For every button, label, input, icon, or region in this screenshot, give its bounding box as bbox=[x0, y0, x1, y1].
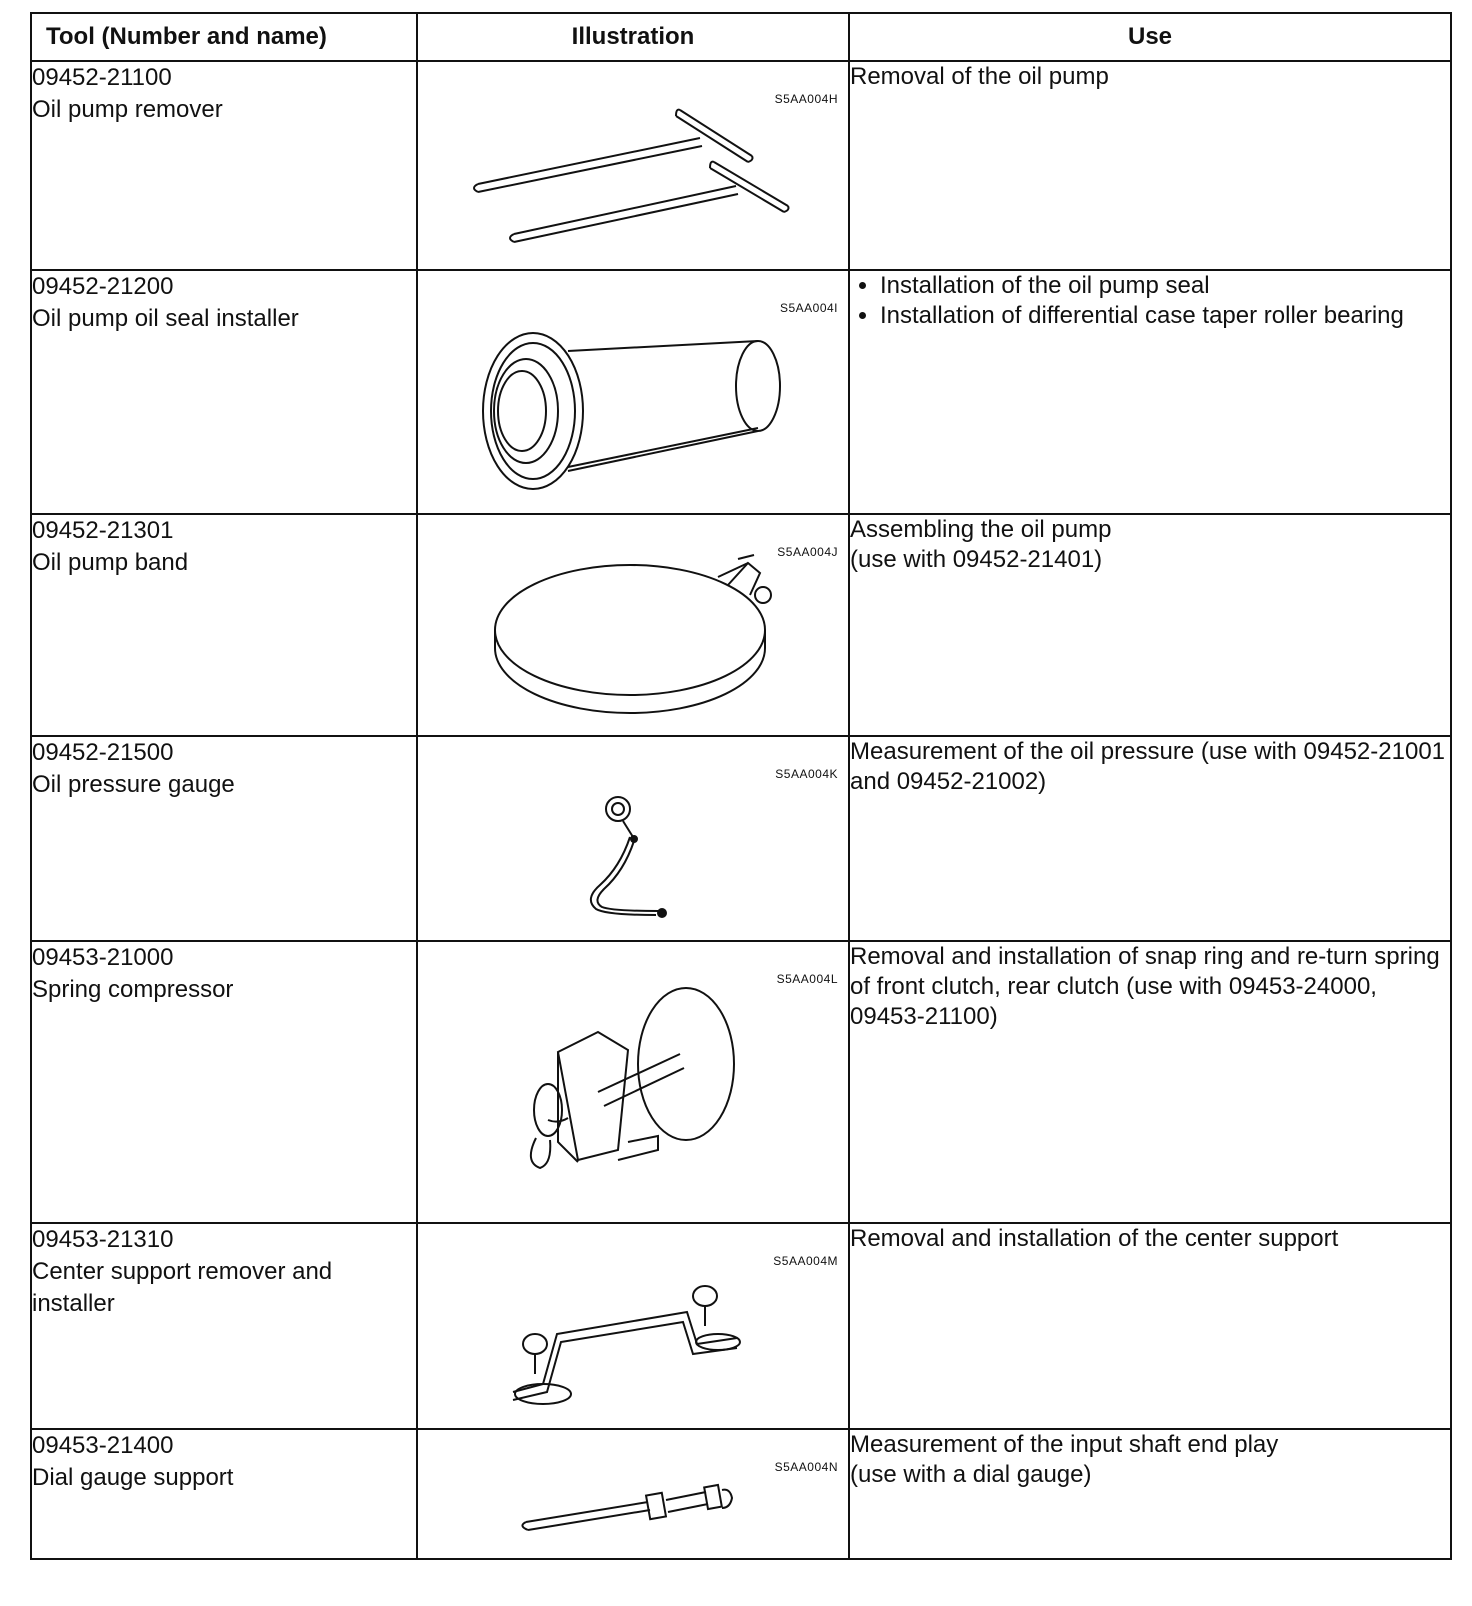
center-support-tool-icon bbox=[418, 1224, 850, 1430]
use-text: (use with 09452-21401) bbox=[850, 546, 1103, 573]
figure-code: S5AA004N bbox=[774, 1460, 838, 1474]
use-cell bbox=[849, 1223, 1451, 1429]
use-text: Assembling the oil pump bbox=[850, 516, 1112, 543]
tool-number: 09453-21310 bbox=[32, 1226, 174, 1253]
tool-cell bbox=[31, 736, 417, 941]
use-bullet: • Installation of the oil pump seal bbox=[880, 271, 1450, 301]
use-cell bbox=[849, 270, 1451, 514]
table-row bbox=[31, 61, 1451, 270]
header-row bbox=[31, 13, 1451, 61]
oil-pressure-gauge-icon bbox=[418, 737, 850, 942]
use-text: Removal and installation of snap ring and re-turn spring of front clutch, rear clutch (use with 09453-24000, 09453-21100) bbox=[850, 943, 1440, 1030]
tool-name: installer bbox=[32, 1290, 115, 1317]
tool-name: Oil pump band bbox=[32, 549, 189, 576]
tool-name: Oil pressure gauge bbox=[32, 771, 235, 798]
header-illustration: Illustration bbox=[417, 13, 849, 61]
tool-name: Oil pump oil seal installer bbox=[32, 305, 299, 332]
tool-number: 09452-21100 bbox=[32, 64, 172, 91]
tool-number: 09453-21400 bbox=[32, 1432, 174, 1459]
use-text: Measurement of the input shaft end play bbox=[850, 1431, 1279, 1458]
table-row bbox=[31, 941, 1451, 1223]
use-cell bbox=[849, 61, 1451, 270]
figure-code: S5AA004M bbox=[773, 1254, 838, 1268]
oil-pump-band-icon bbox=[418, 515, 850, 737]
spring-compressor-icon bbox=[418, 942, 850, 1224]
tool-cell bbox=[31, 1429, 417, 1559]
tool-name: Center support remover and bbox=[32, 1258, 333, 1285]
tool-cell bbox=[31, 1223, 417, 1429]
figure-code: S5AA004I bbox=[779, 301, 838, 315]
header-use: Use bbox=[849, 13, 1451, 61]
use-text: Removal and installation of the center support bbox=[850, 1225, 1339, 1252]
tool-name: Dial gauge support bbox=[32, 1464, 234, 1491]
use-text: Measurement of the oil pressure (use with 09452-21001 and 09452-21002) bbox=[850, 738, 1446, 795]
illustration-cell bbox=[417, 270, 849, 514]
illustration-cell bbox=[417, 1223, 849, 1429]
use-cell bbox=[849, 736, 1451, 941]
tool-cell bbox=[31, 61, 417, 270]
illustration-cell bbox=[417, 941, 849, 1223]
tool-number: 09452-21500 bbox=[32, 739, 174, 766]
use-cell bbox=[849, 514, 1451, 736]
special-tools-table bbox=[30, 12, 1452, 1560]
use-cell bbox=[849, 1429, 1451, 1559]
illustration-cell bbox=[417, 1429, 849, 1559]
figure-code: S5AA004K bbox=[775, 767, 838, 781]
use-cell bbox=[849, 941, 1451, 1223]
table-row bbox=[31, 736, 1451, 941]
table-row bbox=[31, 514, 1451, 736]
use-bullet: • Installation of differential case taper roller bearing bbox=[880, 301, 1450, 331]
table-row bbox=[31, 1223, 1451, 1429]
dial-gauge-support-icon bbox=[418, 1430, 850, 1560]
illustration-cell bbox=[417, 736, 849, 941]
header-tool: Tool (Number and name) bbox=[31, 13, 417, 61]
tool-number: 09452-21301 bbox=[32, 517, 174, 544]
use-text: (use with a dial gauge) bbox=[850, 1461, 1092, 1488]
use-text: Removal of the oil pump bbox=[850, 63, 1109, 90]
tool-name: Spring compressor bbox=[32, 976, 234, 1003]
figure-code: S5AA004H bbox=[774, 92, 838, 106]
tool-cell bbox=[31, 941, 417, 1223]
table-row bbox=[31, 270, 1451, 514]
tool-number: 09452-21200 bbox=[32, 273, 174, 300]
table-row bbox=[31, 1429, 1451, 1559]
illustration-cell bbox=[417, 61, 849, 270]
tool-cell bbox=[31, 270, 417, 514]
tool-number: 09453-21000 bbox=[32, 944, 174, 971]
illustration-cell bbox=[417, 514, 849, 736]
figure-code: S5AA004L bbox=[776, 972, 838, 986]
figure-code: S5AA004J bbox=[777, 545, 838, 559]
oil-pump-remover-icon bbox=[418, 62, 850, 271]
tool-cell bbox=[31, 514, 417, 736]
tool-name: Oil pump remover bbox=[32, 96, 223, 123]
oil-seal-installer-icon bbox=[418, 271, 850, 515]
